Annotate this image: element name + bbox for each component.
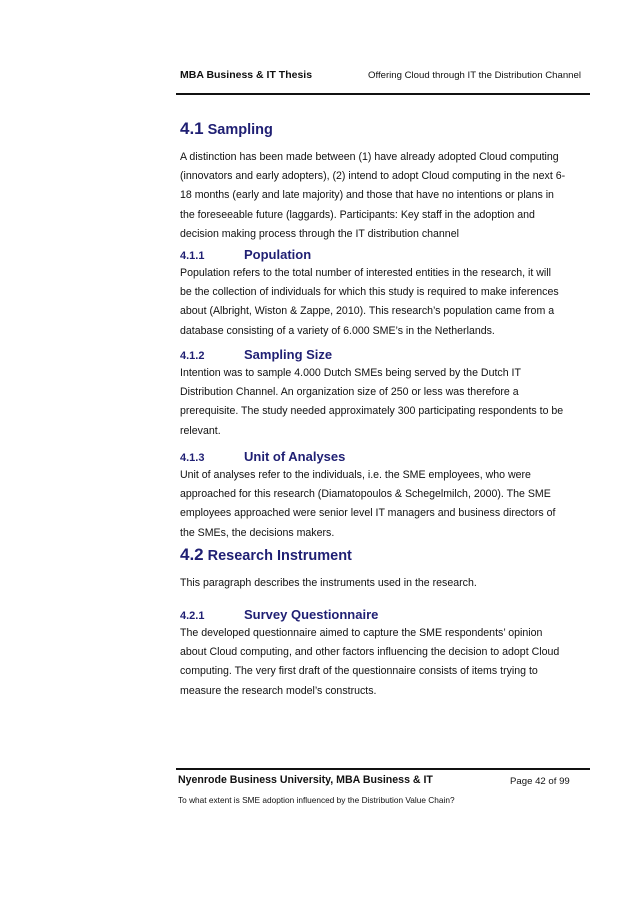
heading-title: Sampling [207,122,273,138]
paragraph-research-instrument [180,574,578,593]
heading-survey-questionnaire [180,606,378,624]
text-line: measure the research model’s constructs. [180,684,377,697]
heading-sampling-size [180,346,332,364]
text-line: (innovators and early adopters), (2) intend to adopt Cloud computing in the next 6- [180,170,566,183]
text-line: This paragraph describes the instruments used in the research. [180,577,477,589]
heading-number: 4.1 [180,119,204,138]
text-line: the SMEs, the decisions makers. [180,526,335,539]
heading-title: Survey Questionnaire [244,607,379,622]
text-line: A distinction has been made between (1) have already adopted Cloud computing [180,151,559,163]
paragraph-unit-of-analyses [180,466,578,543]
footer-rule [176,768,590,770]
text-line: Intention was to sample 4.000 Dutch SMEs being served by the Dutch IT [180,367,521,379]
text-line: prerequisite. The study needed approximately 300 participating respondents to be [180,405,564,418]
paragraph-population [180,264,578,341]
text-line: decision making process through the IT distribution channel [180,227,459,240]
text-line: database consisting of a variety of 6.000 SME’s in the Netherlands. [180,324,495,337]
text-line: The developed questionnaire aimed to capture the SME respondents’ opinion [180,627,543,639]
text-line: 18 months (early and late majority) and those that have no intentions or plans in [180,189,554,202]
footer-research-question: To what extent is SME adoption influenced by the Distribution Value Chain? [178,795,455,805]
heading-number: 4.1.2 [180,350,205,362]
heading-title: Unit of Analyses [244,449,346,464]
text-line: approached for this research (Diamatopoulos & Schegelmilch, 2000). The SME [180,488,551,501]
heading-research-instrument [180,545,352,565]
text-line: about Cloud computing, and other factors influencing the decision to adopt Cloud [180,646,560,659]
heading-title: Sampling Size [244,347,333,362]
text-line: be the collection of individuals for which this study is required to make inferences [180,286,559,299]
header-rule [176,93,590,95]
header-thesis-title: MBA Business & IT Thesis [180,69,313,81]
paragraph-survey-questionnaire [180,624,578,701]
heading-number: 4.2 [180,545,204,564]
text-line: Population refers to the total number of interested entities in the research, it will [180,267,551,279]
heading-number: 4.2.1 [180,610,205,622]
text-line: about (Albright, Wiston & Zappe, 2010). This research’s population came from a [180,305,555,318]
page-number: Page 42 of 99 [510,776,570,787]
heading-sampling [180,119,273,139]
text-line: Distribution Channel. An organization size of 250 or less was therefore a [180,386,519,399]
paragraph-sampling [180,148,578,244]
header-running-title: Offering Cloud through IT the Distribution Channel [368,70,581,81]
heading-population [180,246,311,264]
text-line: computing. The very first draft of the questionnaire consists of items trying to [180,665,538,678]
text-line: the foreseeable future (laggards). Participants: Key staff in the adoption and [180,208,535,221]
text-line: relevant. [180,424,221,437]
paragraph-sampling-size [180,364,578,441]
heading-number: 4.1.1 [180,250,205,262]
heading-unit-of-analyses [180,448,345,466]
text-line: Unit of analyses refer to the individuals, i.e. the SME employees, who were [180,469,531,481]
heading-title: Population [244,247,312,262]
text-line: employees approached were senior level IT managers and business directors of [180,507,556,520]
heading-number: 4.1.3 [180,452,205,464]
footer-university: Nyenrode Business University, MBA Business & IT [178,774,433,786]
heading-title: Research Instrument [207,548,352,564]
